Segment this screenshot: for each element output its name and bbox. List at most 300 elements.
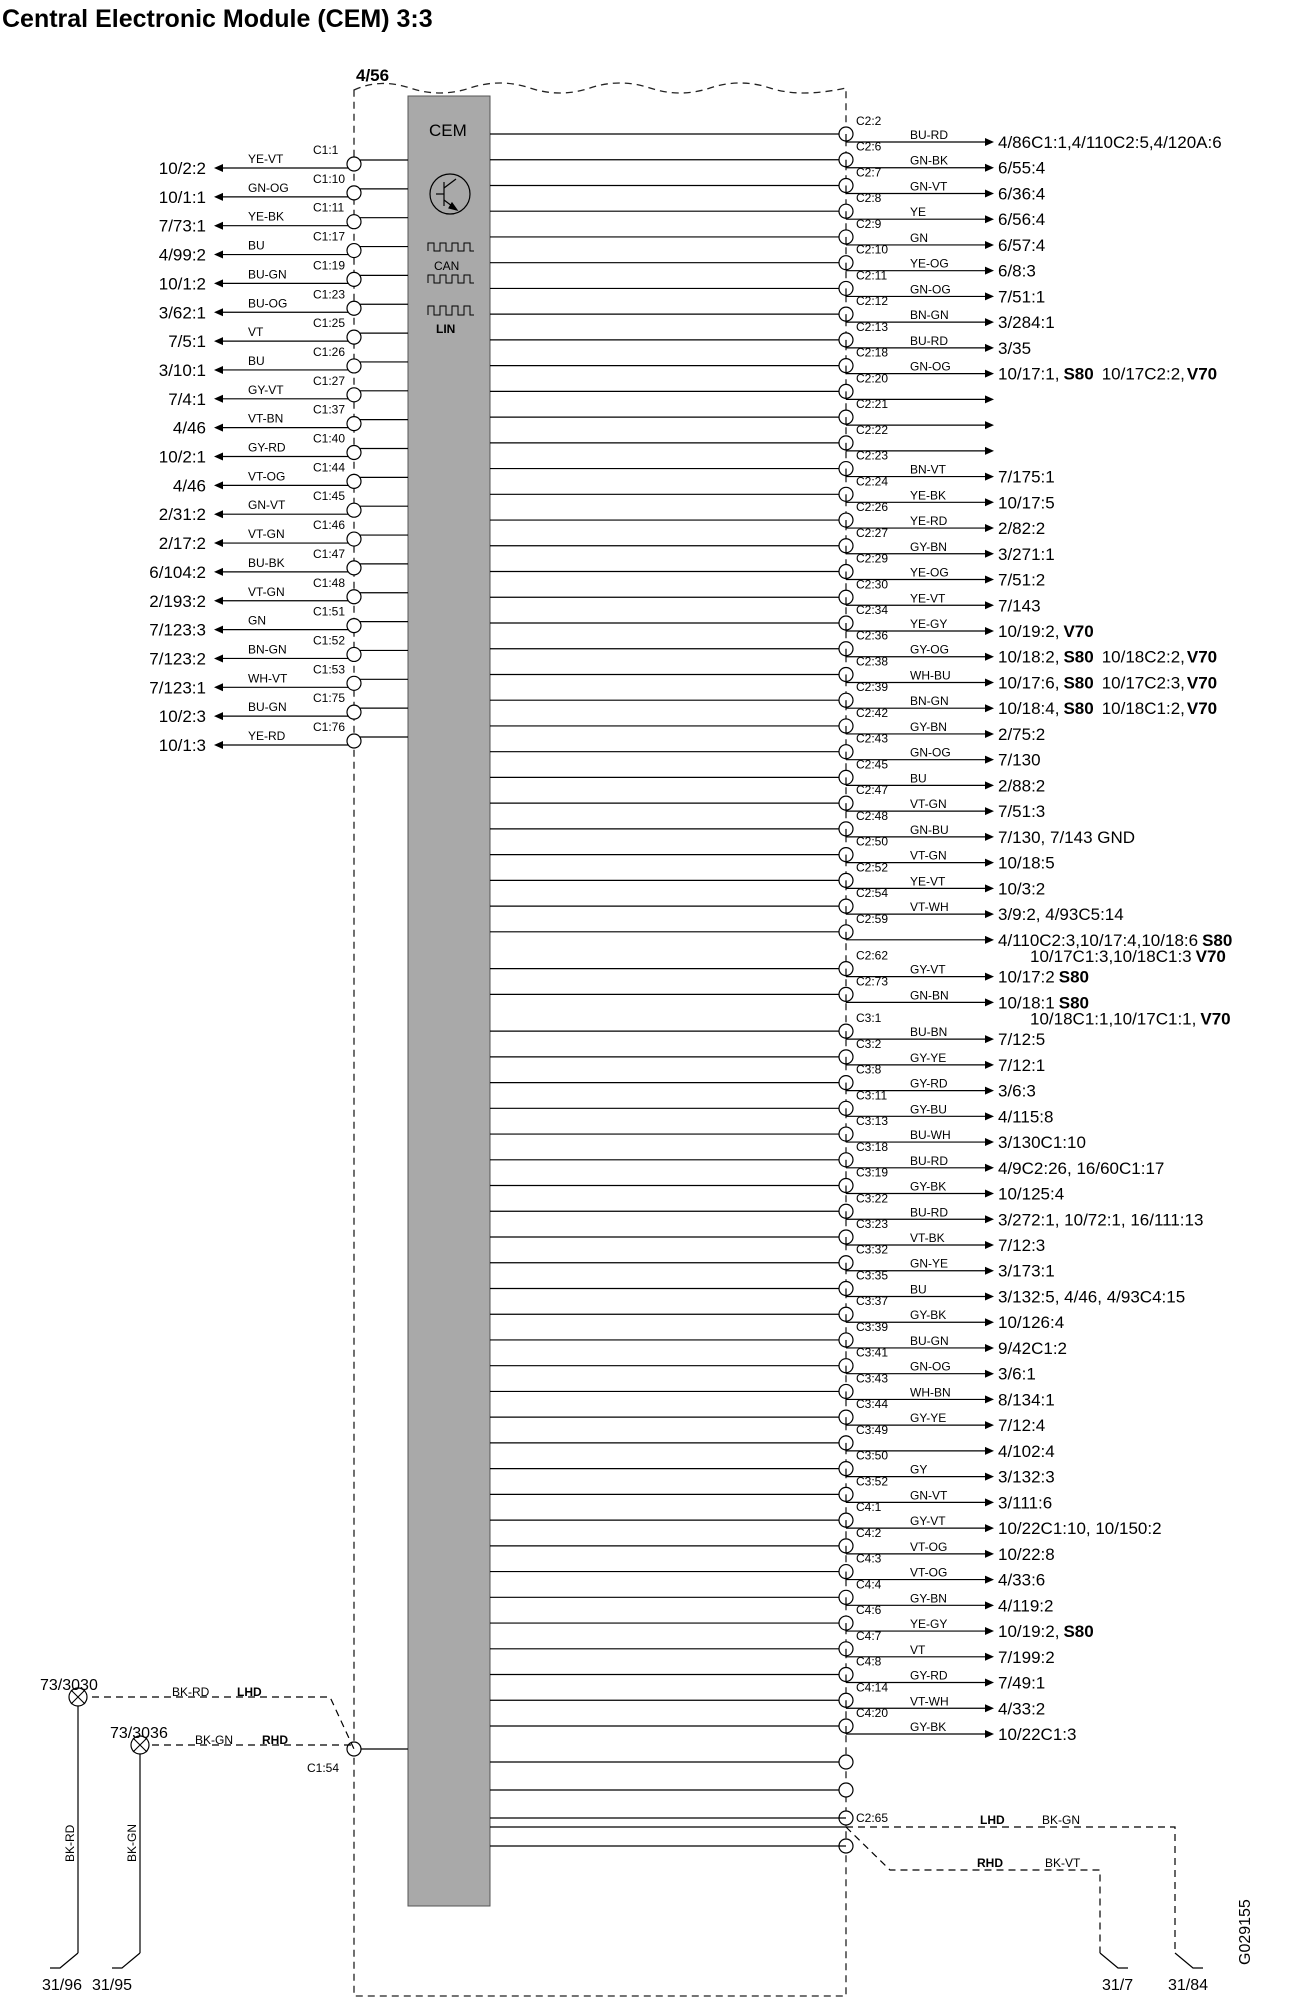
destination-label: 6/56:4 (998, 210, 1046, 230)
wire-color: GY-BN (910, 539, 947, 554)
destination-label: 7/12:1 (998, 1055, 1046, 1075)
right-pin-row (490, 1088, 1054, 1129)
destination-label: 3/284:1 (998, 313, 1055, 333)
wire-color: GN-OG (910, 282, 951, 297)
rhd-label: RHD (262, 1733, 288, 1747)
destination-label: 7/4:1 (168, 389, 206, 409)
right-pin-row (490, 1423, 1055, 1461)
wire-color: VT-OG (910, 1565, 948, 1580)
right-pin-row (490, 1011, 1045, 1049)
wire-color: VT-BK (910, 1231, 945, 1246)
connector-pin (347, 301, 361, 315)
pin-label: C2:29 (856, 551, 889, 566)
pin-label: C1:26 (313, 344, 346, 359)
connector-pin (347, 590, 361, 604)
pin-label: C2:27 (856, 525, 889, 540)
wire-color: GY-BK (910, 1308, 947, 1323)
pin-label: C1:45 (313, 489, 346, 504)
destination-label: 3/6:1 (998, 1364, 1036, 1384)
pin-label: C3:41 (856, 1345, 889, 1360)
wire-color: YE-BK (248, 209, 285, 224)
module-label: CEM (429, 121, 467, 140)
pin-label: C1:37 (313, 402, 346, 417)
pin-label: C2:2 (856, 114, 882, 128)
wire-color: YE-RD (248, 729, 286, 743)
right-pin-row (490, 552, 1045, 590)
pin-label: C2:7 (856, 165, 882, 180)
wire-color: VT-GN (910, 848, 947, 863)
pin-label: C2:59 (856, 911, 889, 926)
right-pin-row (490, 1449, 1055, 1487)
right-pin-row (490, 1706, 1076, 1744)
can-label: CAN (434, 259, 460, 273)
connector-pin (347, 676, 361, 690)
destination-label: 4/110C2:3,10/17:4,10/18:6 S80 (998, 930, 1233, 950)
pin-label: C3:18 (856, 1139, 889, 1154)
pin-label: C1:25 (313, 316, 346, 331)
destination-label: 10/18:2, S80 10/18C2:2, V70 (998, 647, 1218, 667)
wire-color: VT-WH (910, 900, 949, 915)
wire-color: YE-VT (910, 591, 946, 606)
wire-color: GN-OG (910, 1359, 951, 1374)
pin-label: C2:8 (856, 191, 882, 206)
pin-label: C3:44 (856, 1397, 889, 1412)
pin-label: C2:45 (856, 757, 889, 772)
rhd-ground-dest: 31/95 (92, 1977, 133, 1994)
right-pin-row (490, 268, 1046, 309)
wire-color: GY (910, 1462, 928, 1477)
connector-pin (347, 619, 361, 633)
wire-color: WH-BN (910, 1385, 951, 1400)
pin-label: C2:39 (856, 680, 889, 695)
wire-color: BN-GN (910, 308, 949, 323)
right-pin-row (490, 1243, 1055, 1281)
destination-label: 7/5:1 (168, 332, 206, 352)
destination-label: 4/119:2 (998, 1596, 1054, 1616)
wire-color: VT (248, 325, 264, 340)
pin-label: C1:76 (313, 720, 346, 734)
right-pin-row (490, 1526, 1055, 1564)
wire-color: BU-WH (910, 1128, 951, 1143)
lhd-vertical-wire: BK-RD (63, 1824, 77, 1862)
right-pin-row (490, 1474, 1053, 1515)
pin-c2-65-label: C2:65 (856, 1811, 889, 1825)
lhd-ground-ref: 73/3030 (40, 1677, 98, 1694)
destination-label: 4/86C1:1,4/110C2:5,4/120A:6 (998, 133, 1222, 152)
destination-label: 7/199:2 (998, 1647, 1055, 1667)
right-pin-row (490, 500, 1045, 538)
destination-label: 7/130, 7/143 GND (998, 827, 1136, 847)
wire-color: YE-RD (910, 514, 948, 529)
connector-pin (347, 705, 361, 719)
right-pin-row (490, 1680, 1045, 1718)
wire-color: GN-VT (910, 1488, 948, 1503)
destination-label: 3/62:1 (158, 303, 206, 323)
wire-color: BU-GN (910, 1333, 949, 1348)
destination-label: 10/3:2 (998, 879, 1046, 899)
wire-color: GY-BN (910, 1591, 947, 1606)
right-pin-row (490, 949, 1089, 987)
destination-label: 3/173:1 (998, 1261, 1055, 1281)
pin-label: C1:1 (313, 143, 339, 157)
destination-label: 3/35 (998, 338, 1032, 358)
connector-pin (347, 244, 361, 258)
pin-label: C1:19 (313, 258, 346, 273)
pin-label: C2:43 (856, 731, 889, 746)
lhd-wire-color: BK-RD (172, 1685, 210, 1699)
wire-color: YE-OG (910, 565, 949, 580)
pin-label: C2:22 (856, 422, 889, 437)
pin-label: C2:62 (856, 948, 889, 963)
diagram-title: Central Electronic Module (CEM) 3:3 (2, 5, 433, 33)
pin-label: C2:73 (856, 974, 889, 989)
destination-label: 4/46 (172, 418, 206, 438)
connector-pin (347, 359, 361, 373)
wire-color: VT-BN (248, 411, 284, 426)
right-pin-row (490, 423, 994, 455)
connector-pin (347, 417, 361, 431)
destination-label: 6/57:4 (998, 235, 1046, 255)
destination-label: 3/271:1 (998, 544, 1055, 564)
destination-label: 2/31:2 (158, 505, 206, 525)
right-connector-pins (490, 114, 1232, 1744)
destination-label: 7/130 (998, 750, 1041, 770)
pin-label: C1:51 (313, 604, 346, 619)
destination-label: 7/51:3 (998, 802, 1046, 822)
destination-label: 10/22:8 (998, 1544, 1055, 1564)
wire-color: BN-GN (910, 694, 949, 709)
pin-label: C3:35 (856, 1268, 889, 1283)
destination-label: 9/42C1:2 (998, 1338, 1067, 1358)
wire-color: GY-YE (910, 1411, 947, 1426)
pin-label: C3:1 (856, 1011, 882, 1026)
wire-color: BN-VT (910, 462, 946, 477)
wire-color: VT-GN (248, 584, 285, 599)
right-pin-row (490, 1294, 1064, 1332)
connector-pin (347, 215, 361, 229)
pin-label: C1:48 (313, 575, 346, 590)
destination-label: 6/8:3 (998, 261, 1036, 281)
destination-label: 4/33:2 (998, 1699, 1046, 1719)
wire-color: GY-BK (910, 1720, 947, 1734)
right-pin-row (490, 320, 1031, 358)
right-rhd-wire: BK-VT (1045, 1856, 1081, 1870)
pin-label: C2:12 (856, 294, 889, 309)
wire-color: GN (910, 230, 928, 245)
wire-color: BU-OG (248, 296, 288, 311)
pin-label: C2:20 (856, 371, 889, 386)
destination-label: 4/46 (172, 476, 206, 496)
right-pin-row (490, 1191, 1204, 1232)
destination-label: 3/6:3 (998, 1081, 1036, 1101)
pin-label: C1:52 (313, 633, 346, 648)
right-pin-row (490, 1577, 1054, 1618)
pin-label: C1:53 (313, 662, 346, 677)
connector-pin (347, 388, 361, 402)
right-pin-row (490, 1037, 1045, 1075)
pin-label: C2:21 (856, 397, 889, 412)
rhd-wire-color: BK-GN (195, 1733, 234, 1747)
right-pin-row (490, 1320, 1067, 1358)
right-lhd-ground-dest: 31/84 (1168, 1977, 1209, 1994)
wire-color: BU-GN (248, 700, 287, 715)
pin-label: C2:36 (856, 628, 889, 643)
destination-label: 4/33:6 (998, 1570, 1046, 1590)
pin-label: C1:10 (313, 171, 346, 186)
wire-color: GY-OG (910, 642, 949, 657)
pin-label: C4:8 (856, 1654, 882, 1669)
pin-label: C1:47 (313, 546, 346, 561)
wire-color: BU-RD (910, 1205, 948, 1220)
right-pin-row (490, 371, 994, 403)
destination-label-continued: 10/17C1:3,10/18C1:3 V70 (1030, 946, 1226, 966)
destination-label: 2/82:2 (998, 519, 1046, 539)
wire-color: BU-RD (910, 128, 948, 142)
wire-color: BU-GN (248, 267, 287, 282)
connector-pin (347, 503, 361, 517)
destination-label: 10/125:4 (998, 1184, 1065, 1204)
left-pin-row (159, 143, 408, 178)
pin-label: C2:10 (856, 242, 889, 257)
pin-c1-54 (347, 1742, 361, 1756)
wire-color: VT-GN (248, 527, 285, 542)
right-lhd-label: LHD (980, 1813, 1005, 1827)
wire-color: BU (910, 1282, 927, 1297)
destination-label: 10/22C1:3 (998, 1725, 1077, 1744)
destination-label: 3/111:6 (998, 1493, 1053, 1513)
right-pin-row (490, 757, 1046, 798)
right-pin-row (490, 526, 1055, 564)
destination-label: 10/17:1, S80 10/17C2:2, V70 (998, 364, 1218, 384)
connector-pin (347, 157, 361, 171)
destination-label: 10/22C1:10, 10/150:2 (998, 1519, 1162, 1539)
pin-label: C3:23 (856, 1217, 889, 1232)
wire-color: BU-RD (910, 333, 948, 348)
pin-label: C4:1 (856, 1500, 882, 1515)
connector-pin (347, 561, 361, 575)
right-pin-row (490, 1166, 1064, 1204)
cem-module-block (408, 96, 490, 1906)
right-pin-row (490, 1114, 1086, 1152)
wire-color: GY-VT (910, 962, 946, 977)
pin-label: C1:23 (313, 287, 346, 302)
connector-pin (347, 272, 361, 286)
right-ground-circuit (490, 1811, 1208, 1994)
wire-color: YE-GY (910, 616, 948, 631)
pin-label: C1:44 (313, 460, 346, 475)
wire-color: VT-WH (910, 1694, 949, 1709)
wire-color: VT-OG (910, 1539, 948, 1554)
wire-color: GY-RD (248, 440, 286, 455)
destination-label: 2/193:2 (149, 591, 206, 611)
pin-label: C3:22 (856, 1191, 889, 1206)
wire-color: GN-VT (248, 498, 286, 513)
destination-label: 2/88:2 (998, 776, 1046, 796)
destination-label: 3/10:1 (158, 360, 206, 380)
pin-label: C4:6 (856, 1603, 882, 1618)
right-pin-row (490, 140, 1045, 178)
right-pin-row (490, 474, 1055, 515)
destination-label: 6/104:2 (149, 562, 206, 582)
destination-label: 7/123:1 (149, 678, 206, 698)
right-pin-row (490, 1655, 1045, 1693)
destination-label: 10/17:2 S80 (998, 967, 1089, 987)
wire-color: GN-BK (910, 153, 949, 168)
right-pin-row (490, 629, 1217, 667)
wire-color: GY-VT (248, 382, 284, 397)
wire-color: GN-OG (910, 359, 951, 374)
wire-color: GY-RD (910, 1076, 948, 1091)
destination-label: 7/12:3 (998, 1236, 1046, 1256)
destination-label: 7/123:3 (149, 620, 206, 640)
destination-label: 6/36:4 (998, 184, 1046, 204)
right-pin-row (490, 706, 1045, 744)
right-pin-row (490, 860, 1046, 901)
lhd-ground-dest: 31/96 (42, 1977, 83, 1994)
wire-color: WH-BU (910, 668, 951, 683)
right-rhd-label: RHD (977, 1856, 1003, 1870)
right-pin-row (490, 783, 1045, 821)
pin-label: C3:37 (856, 1294, 889, 1309)
pin-label: C3:43 (856, 1371, 889, 1386)
wire-color: VT-GN (910, 797, 947, 812)
pin-label: C2:24 (856, 474, 889, 489)
destination-label: 7/175:1 (998, 467, 1055, 487)
wire-color: YE-VT (248, 152, 284, 166)
wire-color: YE-OG (910, 256, 949, 271)
wire-color: YE (910, 205, 927, 220)
pin-label: C3:32 (856, 1242, 889, 1257)
wire-color: BN-GN (248, 642, 287, 657)
destination-label: 4/115:8 (998, 1107, 1054, 1127)
destination-label: 10/18:4, S80 10/18C1:2, V70 (998, 699, 1218, 719)
right-pin-row (490, 1217, 1045, 1255)
right-pin-row (490, 397, 994, 429)
left-pin-row (173, 403, 408, 438)
wire-color: YE-GY (910, 1617, 948, 1632)
destination-label: 10/18:5 (998, 853, 1055, 873)
right-rhd-ground-dest: 31/7 (1102, 1977, 1134, 1994)
rhd-ground-ref: 73/3036 (110, 1725, 168, 1742)
pin-label: C2:30 (856, 577, 889, 592)
pin-label: C1:17 (313, 229, 346, 244)
pin-label: C2:18 (856, 345, 889, 360)
destination-label: 6/55:4 (998, 158, 1046, 178)
right-pin-row (490, 217, 1045, 255)
spare-pins (490, 1755, 853, 1853)
wire-color: VT-OG (248, 469, 286, 484)
destination-label: 10/2:2 (158, 159, 206, 178)
wire-color: GN-OG (910, 745, 951, 760)
destination-label: 7/73:1 (158, 216, 206, 236)
pin-label: C3:52 (856, 1474, 889, 1489)
pin-label: C3:11 (856, 1088, 888, 1103)
left-ground-circuit (40, 1677, 408, 1994)
wire-color: GY-RD (910, 1668, 948, 1683)
wire-color: BU (910, 771, 927, 786)
destination-label: 7/51:2 (998, 570, 1046, 590)
pin-label: C3:50 (856, 1448, 889, 1463)
pin-label: C2:47 (856, 783, 889, 798)
wire-color: VT (910, 1642, 926, 1657)
connector-pin (347, 186, 361, 200)
destination-label: 10/1:1 (158, 187, 206, 207)
destination-label: 10/19:2, S80 (998, 1622, 1094, 1642)
right-pin-row (490, 1552, 1045, 1590)
connector-pin (347, 474, 361, 488)
wire-color: GN (248, 613, 266, 628)
pin-label: C4:20 (856, 1706, 889, 1720)
right-pin-row (490, 449, 1055, 487)
destination-label: 10/18:1 S80 (998, 993, 1089, 1013)
wire-color: GN-BN (910, 988, 949, 1003)
pin-label: C2:48 (856, 808, 889, 823)
destination-label: 7/123:2 (149, 649, 206, 669)
destination-label-continued: 10/18C1:1,10/17C1:1, V70 (1030, 1009, 1231, 1029)
wire-color: BU-RD (910, 1153, 948, 1168)
right-pin-row (490, 577, 1041, 615)
connector-pin (347, 532, 361, 546)
pin-label: C2:13 (856, 319, 889, 334)
connector-pin (347, 647, 361, 661)
wire-color: GY-VT (910, 1514, 946, 1529)
right-pin-row (490, 1346, 1036, 1384)
right-pin-row (490, 1371, 1055, 1412)
pin-label: C1:11 (313, 200, 345, 215)
pin-label: C1:75 (313, 691, 346, 706)
wire-color: GY-BN (910, 719, 947, 734)
right-pin-row (490, 294, 1055, 332)
left-connector-pins (149, 143, 408, 755)
pin-label: C2:6 (856, 139, 882, 154)
wire-color: BU-BN (910, 1025, 948, 1040)
destination-label: 3/132:3 (998, 1467, 1055, 1487)
destination-label: 10/17:5 (998, 493, 1055, 513)
destination-label: 7/143 (998, 596, 1041, 616)
destination-label: 8/134:1 (998, 1390, 1055, 1410)
pin-label: C4:4 (856, 1577, 882, 1592)
pin-label: C2:54 (856, 886, 889, 901)
pin-label: C2:38 (856, 654, 889, 669)
wire-color: GY-BU (910, 1102, 947, 1117)
wire-color: GN-BU (910, 822, 949, 837)
right-pin-row (490, 1397, 1045, 1435)
rhd-vertical-wire: BK-GN (125, 1823, 139, 1862)
destination-label: 7/49:1 (998, 1673, 1046, 1693)
wire-color: GY-BK (910, 1179, 947, 1194)
wire-color: BU (248, 238, 265, 253)
pin-label: C3:49 (856, 1422, 889, 1437)
right-pin-row (490, 732, 1041, 770)
pin-label: C3:39 (856, 1319, 889, 1334)
right-pin-row (490, 243, 1036, 281)
lin-label: LIN (436, 322, 456, 336)
connector-pin (347, 734, 361, 748)
wire-color: GN-VT (910, 179, 948, 194)
pin-label: C4:14 (856, 1680, 889, 1695)
pin-label: C2:34 (856, 602, 889, 617)
destination-label: 4/102:4 (998, 1441, 1055, 1461)
wire-color: GY-YE (910, 1050, 947, 1065)
pin-label: C2:11 (856, 268, 888, 283)
destination-label: 3/130C1:10 (998, 1133, 1086, 1153)
pin-c1-54-label: C1:54 (307, 1761, 340, 1775)
pin-label: C4:7 (856, 1628, 882, 1643)
destination-label: 3/132:5, 4/46, 4/93C4:15 (998, 1287, 1186, 1307)
wire-color: YE-VT (910, 874, 946, 889)
destination-label: 10/2:3 (158, 707, 206, 727)
wire-color: BU (248, 353, 265, 368)
